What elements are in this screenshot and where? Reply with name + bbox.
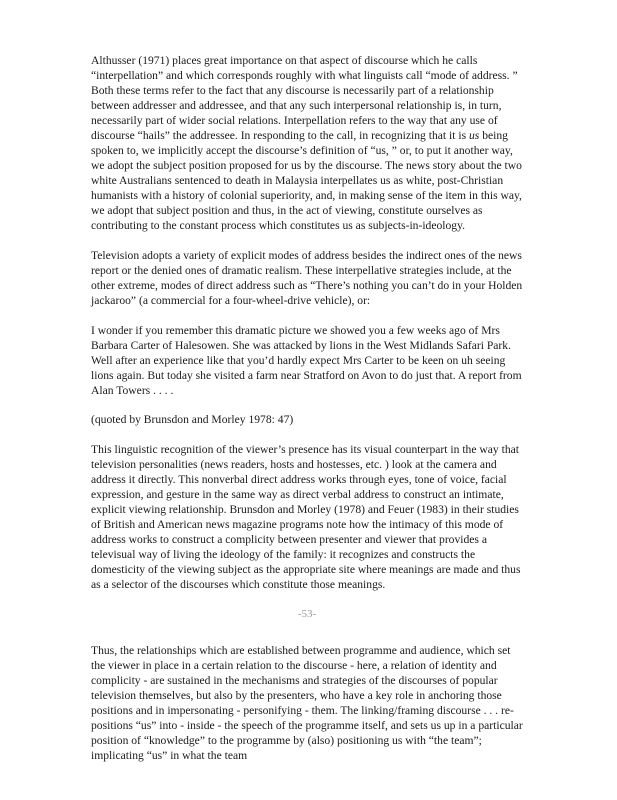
quote-citation: (quoted by Brunsdon and Morley 1978: 47): [91, 413, 294, 426]
page-number: -53-: [297, 608, 317, 620]
block-quote: I wonder if you remember this dramatic picture we showed you a few weeks ago of Mrs Barbara Carter of Halesowen. She was attacked by lions in the West Midlands Safari Park. Well after an experience like that you’d hardly expect Mrs Carter to be keen on uh seeing lions again. But today she visited a farm near Stratford on Avon to do just that. A report from Alan Towers . . . .: [91, 324, 522, 397]
paragraph-text: being spoken to, we implicitly accept the discourse’s definition of “us, ” or, to put it another way, we adopt the subject position proposed for us by the discourse. The news story about the two white Australians sentenced to death in Malaysia interpellates us as white, post-Christian humanists with a history of colonial superiority, and, in making sense of the item in this way, we adopt that subject position and thus, in the act of viewing, constitute ourselves as contributing to the constant process which constitutes us as subjects-in-ideology.: [91, 129, 522, 232]
paragraph-text: Althusser (1971) places great importance on that aspect of discourse which he calls “interpellation” and which corresponds roughly with what linguists call “mode of address. ” Both these terms refer to the fact that any discourse is necessarily part of a relationship between addresser and addressee, and that any such interpersonal relationship is, in turn, necessarily part of wider social relations. Interpellation refers to the way that any use of discourse “hails” the addressee. In responding to the call, in recognizing that it is: [91, 54, 518, 142]
paragraph-modes-of-address: Television adopts a variety of explicit modes of address besides the indirect ones of the news report or the denied ones of dramatic realism. These interpellative strategies include, at the other extreme, modes of direct address such as “There’s nothing you can’t do in your Holden jackaroo” (a commercial for a four-wheel-drive vehicle), or:: [91, 249, 523, 307]
paragraph-interpellation: [91, 53, 523, 233]
paragraph-visual-counterpart: This linguistic recognition of the viewer’s presence has its visual counterpart in the way that television personalities (news readers, hosts and hostesses, etc. ) look at the camera and address it directly. This nonverbal direct address works through eyes, tone of voice, facial expression, and gesture in the same way as direct verbal address to construct an intimate, explicit viewing relationship. Brunsdon and Morley (1978) and Feuer (1983) in their studies of British and American news magazine programs note how the intimacy of this mode of address works to construct a complicity between presenter and viewer that provides a televisual way of living the ideology of the family: it recognizes and constructs the domesticity of the viewing subject as the appropriate site where meanings are made and thus as a selector of the discourses which constitute those meanings.: [91, 443, 521, 591]
paragraph-relationships: Thus, the relationships which are established between programme and audience, which set the viewer in place in a certain relation to the discourse - here, a relation of identity and complicity - are sustained in the mechanisms and strategies of the discourses of popular television themselves, but also by the presenters, who have a key role in anchoring those positions and in impersonating - personifying - them. The linking/framing discourse . . . re-positions “us” into - inside - the speech of the programme itself, and sets us up in a particular position of “knowledge” to the programme by (also) positioning us with “the team”; implicating “us” in what the team: [91, 644, 523, 762]
emphasis-us: us: [468, 129, 480, 142]
document-page: [91, 53, 523, 778]
